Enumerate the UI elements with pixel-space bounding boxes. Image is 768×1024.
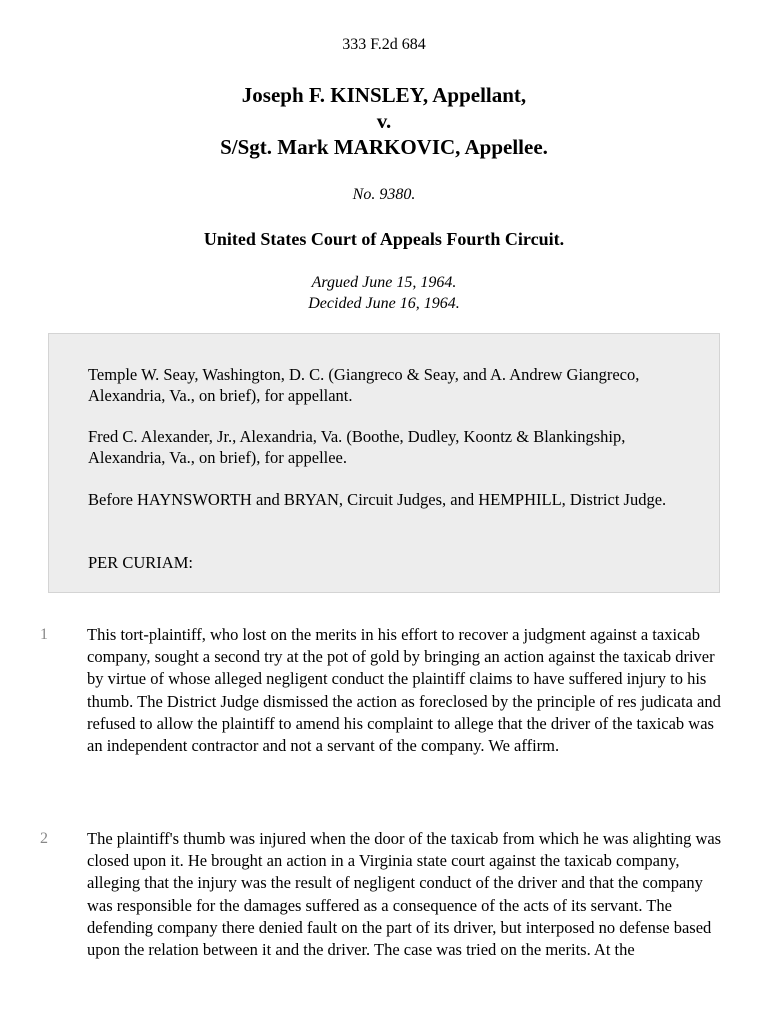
argued-date: Argued June 15, 1964. — [311, 274, 457, 291]
judges-panel: Before HAYNSWORTH and BRYAN, Circuit Judges, and HEMPHILL, District Judge. — [88, 490, 667, 509]
paragraph-number: 2 — [40, 830, 48, 847]
paragraph-number: 1 — [40, 626, 48, 643]
docket-number: No. 9380. — [352, 186, 416, 203]
court-name: United States Court of Appeals Fourth Circuit. — [203, 229, 565, 249]
per-curiam-label: PER CURIAM: — [88, 553, 193, 572]
counsel-appellant: Temple W. Seay, Washington, D. C. (Giangreco & Seay, and A. Andrew Giangreco, Alexandria, Va., on brief), for appellant. — [88, 365, 640, 405]
versus-label: v. — [376, 109, 392, 133]
paragraph-text: The plaintiff's thumb was injured when the door of the taxicab from which he was alighting was closed upon it. He brought an action in a Virginia state court against the taxicab company, alleging that the injury was the result of negligent conduct of the driver and that the company was responsible for the damages suffered as a consequence of the acts of its servant. The defending company there denied fault on the part of its driver, but interposed no defense based upon the relation between it and the driver. The case was tried on the merits. At the — [87, 829, 722, 960]
case-parties — [0, 82, 768, 160]
case-dates — [0, 272, 768, 314]
counsel-box — [48, 333, 720, 593]
case-citation: 333 F.2d 684 — [342, 36, 426, 53]
counsel-appellee: Fred C. Alexander, Jr., Alexandria, Va. (Boothe, Dudley, Koontz & Blankingship, Alexandria, Va., on brief), for appellee. — [88, 427, 626, 467]
appellee-name: S/Sgt. Mark MARKOVIC, Appellee. — [220, 135, 548, 159]
paragraph-text: This tort-plaintiff, who lost on the merits in his effort to recover a judgment against a taxicab company, sought a second try at the pot of gold by bringing an action against the taxicab driver by virtue of whose alleged negligent conduct the plaintiff claims to have suffered injury to his thumb. The District Judge dismissed the action as foreclosed by the principle of res judicata and refused to allow the plaintiff to amend his complaint to allege that the driver of the taxicab was an independent contractor and not a servant of the company. We affirm. — [87, 625, 721, 756]
appellant-name: Joseph F. KINSLEY, Appellant, — [241, 83, 527, 107]
decided-date: Decided June 16, 1964. — [308, 295, 460, 312]
